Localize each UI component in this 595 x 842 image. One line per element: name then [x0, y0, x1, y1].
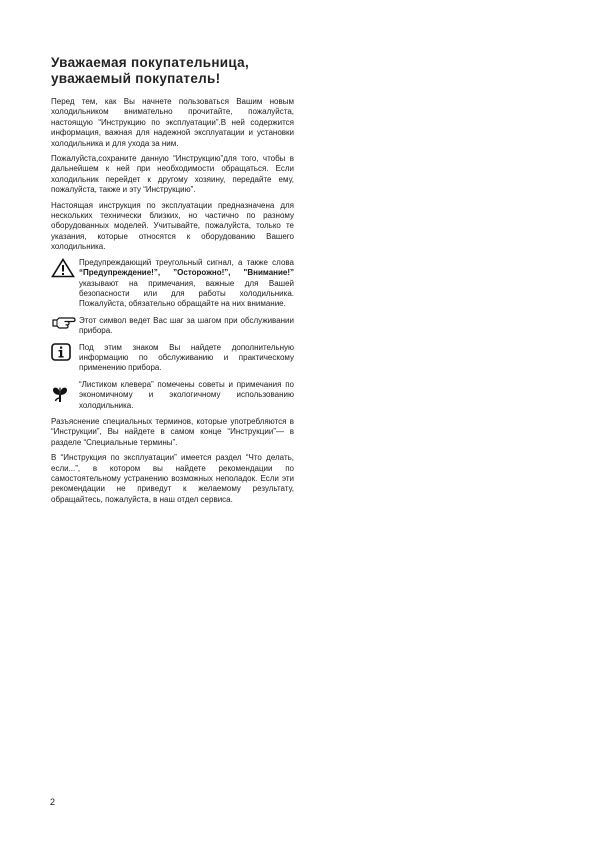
warning-symbol-block	[51, 258, 294, 310]
warning-triangle-icon	[51, 258, 79, 310]
title-line-2: уважаемый покупатель!	[51, 71, 221, 86]
clover-description: “Листиком клевера” помечены советы и примечания по экономичному и экологичному использованию холодильника.	[79, 379, 294, 410]
troubleshooting-paragraph: В “Инструкция по эксплуатации” имеется раздел “Что делать, если...”, в котором вы найдете рекомендации по самостоятельному устранению возможных неполадок. Если эти рекомендации не приведут к желаемому результату, обращайтесь, пожалуйста, в наш отдел сервиса.	[51, 453, 294, 504]
terms-paragraph: Разъяснение специальных терминов, которые употребляются в “Инструкции”, Вы найдете в самом конце “Инструкции”— в разделе “Специальные термины”.	[51, 416, 294, 447]
models-paragraph: Настоящая инструкция по эксплуатации предназначена для нескольких технически близких, но частично по разному оборудованных моделей. Учитывайте, пожалуйста, только те указания, которые относятся к оборудованию Вашего холодильника.	[51, 200, 294, 252]
title-line-1: Уважаемая покупательница,	[51, 55, 250, 70]
info-description: Под этим знаком Вы найдете дополнительную информацию по обслуживанию и практическому применению прибора.	[79, 342, 294, 373]
intro-paragraph: Перед тем, как Вы начнете пользоваться Вашим новым холодильником внимательно прочитайте, пожалуйста, настоящую “Инструкцию по эксплуатации”.В ней содержится информация, важная для надежной эксплуатации и установки холодильника и для ухода за ним.	[51, 97, 294, 148]
page-number: 2	[50, 797, 56, 807]
warning-text-a: Предупреждающий треугольный сигнал, а также слова	[79, 257, 294, 267]
hand-symbol-block	[51, 316, 294, 337]
main-column	[51, 55, 294, 510]
warning-text-b: указывают на примечания, важные для Вашей безопасности или для работы холодильника. Пожалуйста, обязательно обращайте на них внимание.	[79, 278, 294, 309]
clover-symbol-block	[51, 380, 294, 411]
warning-description	[79, 258, 294, 310]
clover-leaf-icon	[51, 380, 79, 411]
keep-manual-paragraph: Пожалуйста,сохраните данную “Инструкцию”для того, чтобы в дальнейшем к ней при необходимости обращаться. Если холодильник перейдет к другому хозяину, передайте ему, пожалуйста, также и эту “Инструкцию”.	[51, 154, 294, 195]
hand-description: Этот символ ведет Вас шаг за шагом при обслуживании прибора.	[79, 315, 294, 336]
page-title	[51, 55, 294, 87]
warning-keywords: “Предупреждение!”, ”Осторожно!”, "Внимание!”	[79, 268, 294, 278]
info-icon	[51, 343, 79, 374]
pointing-hand-icon	[51, 316, 79, 337]
info-symbol-block	[51, 343, 294, 374]
